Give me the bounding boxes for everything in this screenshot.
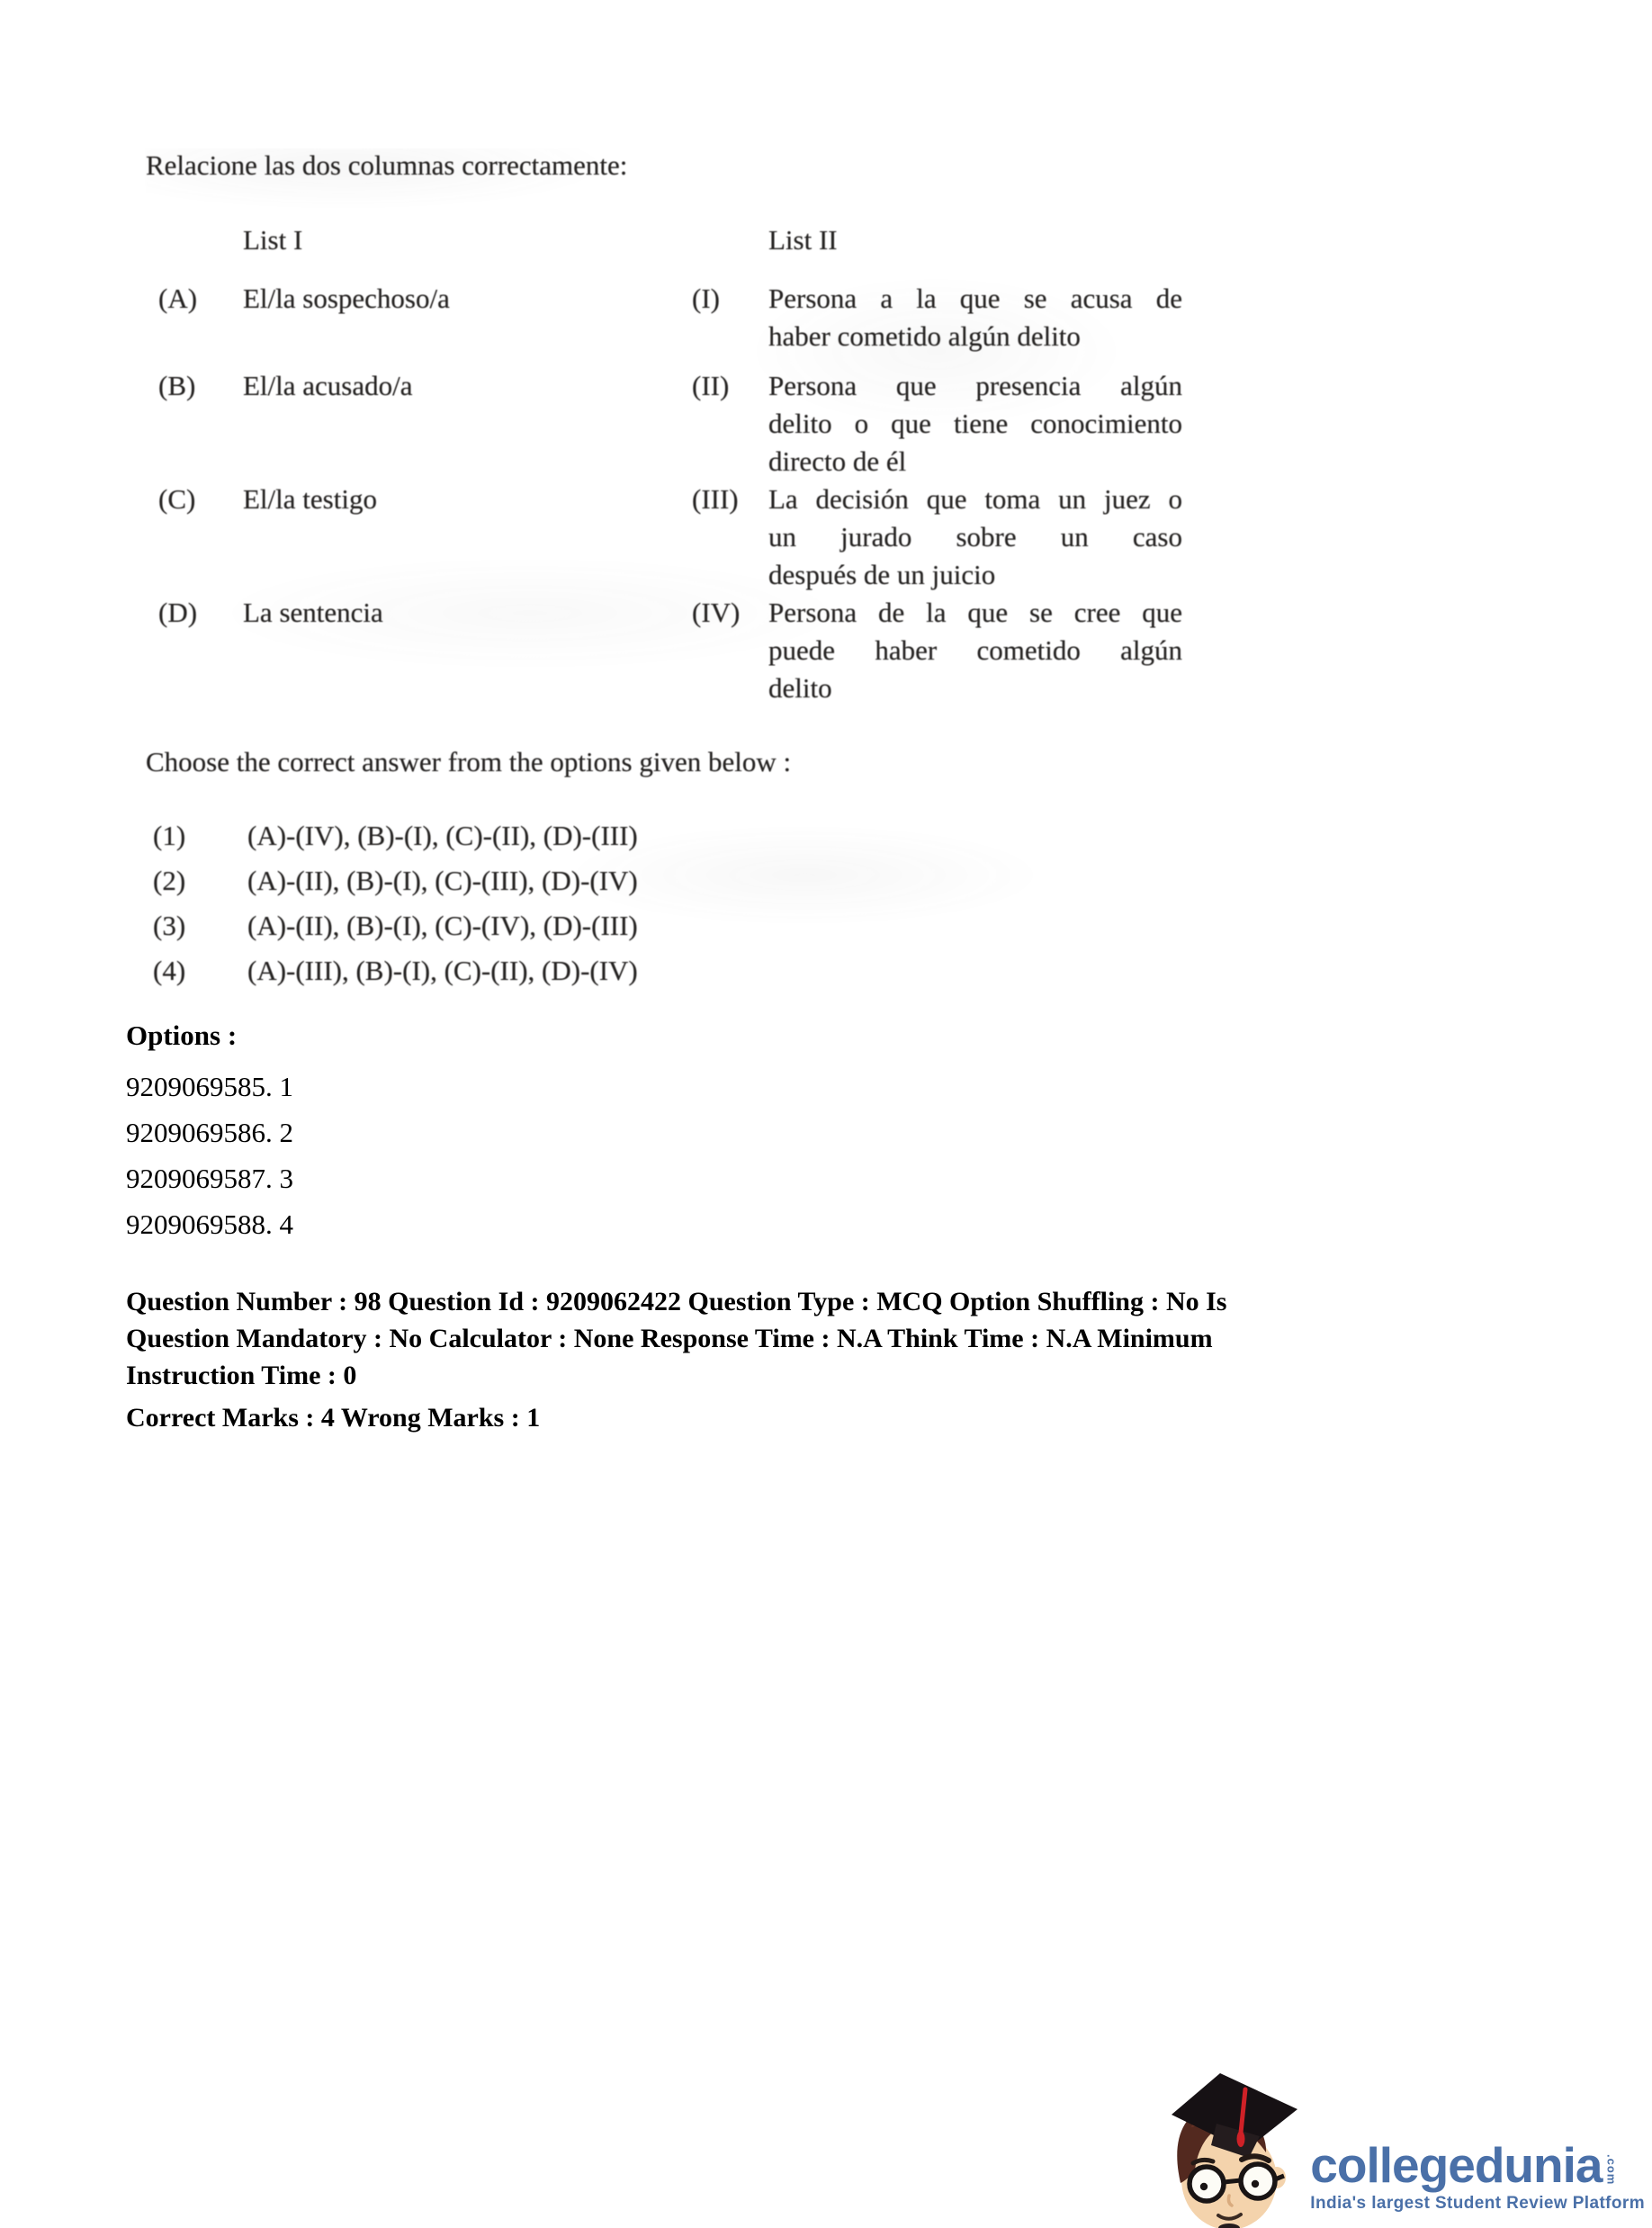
description-line: Persona que presencia algún (768, 370, 1182, 401)
description-line: después de un juicio (768, 559, 996, 590)
option-id-row: 9209069588. 4 (126, 1208, 293, 1240)
match-description (768, 367, 1182, 481)
choice-row-2 (153, 858, 1243, 903)
brand-tld: .com (1604, 2154, 1619, 2186)
description-line: haber cometido algún delito (768, 320, 1081, 352)
question-metadata (126, 1283, 1476, 1436)
match-roman-label: (III) (692, 483, 739, 515)
match-row-c (158, 481, 1243, 594)
metadata-line: Question Number : 98 Question Id : 9209062422 Question Type : MCQ Option Shuffling : No Is (126, 1287, 1227, 1316)
question-prompt: Relacione las dos columnas correctamente: (146, 149, 628, 181)
match-left-item: El/la acusado/a (243, 370, 413, 401)
choice-row-3 (153, 903, 1243, 948)
match-description (768, 481, 1182, 594)
description-line: Persona de la que se cree que (768, 597, 1182, 628)
options-section (126, 1013, 293, 1247)
choice-row-4 (153, 948, 1243, 993)
match-table (146, 223, 1243, 707)
match-header-row (158, 223, 1243, 257)
match-left-label: (A) (158, 283, 198, 314)
choices-list (146, 813, 1243, 993)
description-line: directo de él (768, 445, 907, 477)
match-row-b (158, 367, 1243, 481)
metadata-line: Instruction Time : 0 (126, 1361, 357, 1390)
scanned-question-image (146, 148, 1243, 993)
choice-text: (A)-(III), (B)-(I), (C)-(II), (D)-(IV) (247, 955, 638, 986)
match-roman-label: (I) (692, 283, 720, 314)
choice-number: (3) (153, 910, 186, 941)
choice-text: (A)-(IV), (B)-(I), (C)-(II), (D)-(III) (247, 820, 638, 851)
match-left-label: (B) (158, 370, 196, 401)
choice-number: (1) (153, 820, 186, 851)
match-left-item: El/la sospechoso/a (243, 283, 450, 314)
student-mascot-icon (1164, 2064, 1301, 2228)
match-roman-label: (II) (692, 370, 730, 401)
metadata-line: Question Mandatory : No Calculator : None Response Time : N.A Think Time : N.A Minimum (126, 1324, 1213, 1353)
list2-header: List II (768, 224, 838, 256)
options-heading: Options : (126, 1020, 238, 1051)
option-id-row: 9209069586. 2 (126, 1117, 293, 1148)
choice-number: (4) (153, 955, 186, 986)
option-id-row: 9209069587. 3 (126, 1163, 293, 1194)
choice-number: (2) (153, 865, 186, 896)
option-id-row: 9209069585. 1 (126, 1071, 293, 1102)
match-left-label: (D) (158, 597, 198, 628)
match-description (768, 280, 1182, 355)
description-line: puede haber cometido algún (768, 634, 1182, 666)
logo-text-block (1301, 2137, 1645, 2228)
brand-tagline: India's largest Student Review Platform (1310, 2194, 1645, 2213)
description-line: un jurado sobre un caso (768, 521, 1182, 553)
choice-text: (A)-(II), (B)-(I), (C)-(III), (D)-(IV) (247, 865, 638, 896)
list1-header: List I (243, 224, 303, 256)
choice-text: (A)-(II), (B)-(I), (C)-(IV), (D)-(III) (247, 910, 638, 941)
match-row-a (158, 280, 1243, 355)
match-row-d (158, 594, 1243, 707)
description-line: La decisión que toma un juez o (768, 483, 1182, 515)
description-line: delito o que tiene conocimiento (768, 408, 1182, 439)
match-left-item: El/la testigo (243, 483, 377, 515)
choose-instruction: Choose the correct answer from the options given below : (146, 746, 792, 777)
match-left-item: La sentencia (243, 597, 383, 628)
match-roman-label: (IV) (692, 597, 741, 628)
brand-text: collegedunia (1310, 2137, 1603, 2193)
match-description (768, 594, 1182, 707)
description-line: Persona a la que se acusa de (768, 283, 1182, 314)
match-left-label: (C) (158, 483, 196, 515)
collegedunia-logo (1164, 2064, 1645, 2228)
choice-row-1 (153, 813, 1243, 858)
description-line: delito (768, 672, 832, 704)
marks-line: Correct Marks : 4 Wrong Marks : 1 (126, 1403, 541, 1433)
